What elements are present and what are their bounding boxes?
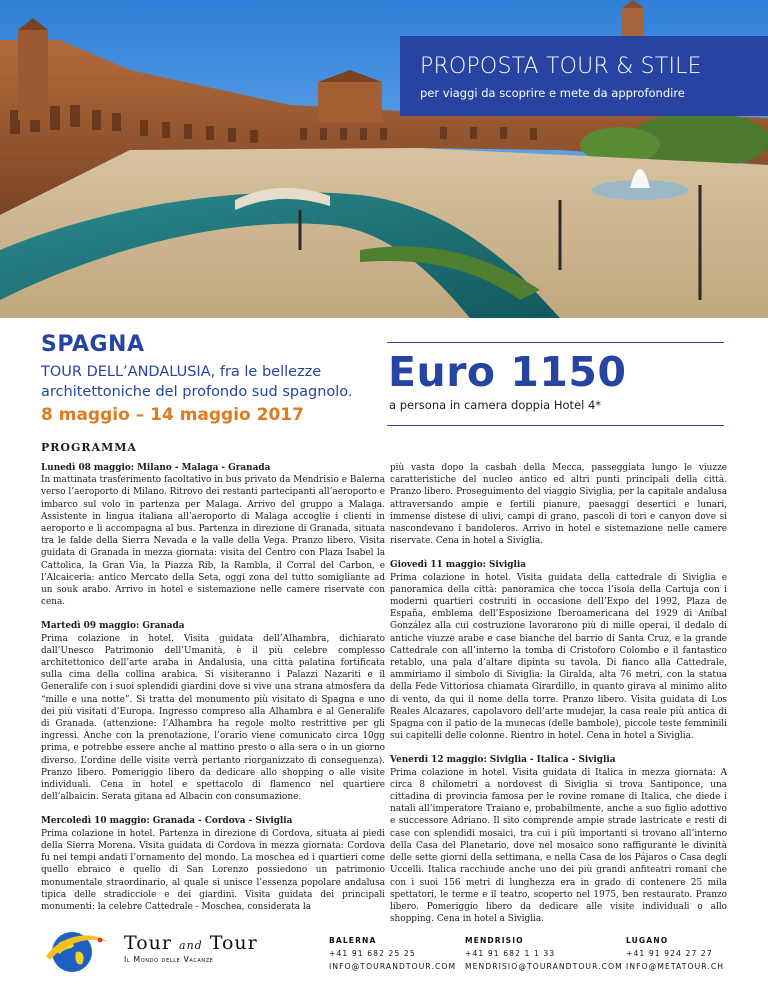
day-title: Lunedì 08 maggio: Milano - Malaga - Granada [41,463,271,473]
program-column-left [41,462,385,925]
globe-logo-icon [42,926,110,974]
day-entry [390,754,727,925]
office-city: MENDRISIO [465,936,524,945]
price-divider-top [387,342,724,343]
program-column-right [390,462,727,937]
price-note: a persona in camera doppia Hotel 4* [389,398,602,412]
price-divider-bottom [387,425,724,426]
office-email: INFO@METATOUR.CH [626,962,725,971]
company-logo-name [124,932,258,954]
day-title: Venerdì 12 maggio: Siviglia - Italica - Siviglia [390,755,616,766]
day-text: Prima colazione in hotel. Visita guidata dell’Alhambra, dichiarato dall’Unesco Patrimonio dell’Umanità, è il più celebre complesso architettonico dell’arte araba in Andalusia, una città palatina fortificata sulla cima della collina arabica. Si visiteranno i Palazzi Nazariti e il Generalife con i suoi splendidi giardini dove si vive una strana atmosfera da “mille e una notte”. Si tratta del monumento più visitato di Spagna e uno dei più visitati d’Europa. Ingresso compreso alla Alhambra e al Generalife di Granada. (attenzione: l’Alhambra ha regole molto restrittive per gli ingressi. Anche con la prenotazione, l’orario viene comunicato circa 10gg prima, e potrebbe essere anche al mattino presto o alla sera o in un giorno diverso. L’ordine delle visite verrà pertanto riorganizzato di conseguenza). Pranzo libero. Pomeriggio libero da dedicare allo shopping o alle visite individuali. Cena in hotel e spettacolo di flamenco nel quartiere dell’albaicin. Serata gitana ad Albacin con consumazione. [41,633,385,803]
banner-title: PROPOSTA TOUR & STILE [420,54,702,79]
company-tagline: Il Mondo delle Vacanze [124,955,214,964]
logo-word-tour: Tour [209,932,258,954]
day-text: Prima colazione in hotel. Visita guidata della cattedrale di Siviglia e panoramica della città: panoramica che tocca l’isola della Cartuja con i moderni quartieri costruiti in occasione dell’Expo del 1992, Plaza de España, emblema dell’Esposizione Iberoamericana del 1929 di Aníbal González alla cui costruzione lavorarono più di mille operai, il dedalo di antiche viuzze arabe e case bianche del barrio di Santa Cruz, e la grande Cattedrale con all’interno la tomba di Cristoforo Colombo e il fantastico retablo, una pala d’altare dipinta su tavola. Di fianco alla Cattedrale, ammiriamo il simbolo di Siviglia: la Giralda, alta 76 metri, con la statua della Fede Vittoriosa chiamata Girardillo, in quanto girava al minimo alito di vento, da qui il nome della torre. Pranzo libero. Visita guidata di Los Reales Alcazares, capolavoro dell’arte mudejar, la casa reale più antica di Spagna con il patio de la munecas (delle bambole), piccole teste femminili sui capitelli delle colonne. Rientro in hotel. Cena in hotel a Siviglia. [390,572,727,742]
logo-word-tour: Tour [124,932,172,954]
day-text: Prima colazione in hotel. Partenza in direzione di Cordova, situata ai piedi della Sierra Morena. Visita guidata di Cordova in mezza giornata: Cordova fu nei tempi andati l’ornamento del mondo. La moschea ed i quartieri come quello ebraico e quello di San Lorenzo possiedono un patrimonio monumentale straordinario, al quale si unisce l’essenza popolare andalusa tipica delle stradicciole e dei giardini. Visita guidata dei principali monumenti: la celebre Cattedrale - Moschea, considerata la [41,828,385,912]
office-email: MENDRISIO@TOURANDTOUR.COM [465,962,623,971]
day-title: Mercoledì 10 maggio: Granada - Cordova - Siviglia [41,816,293,827]
office-lugano [626,934,724,973]
day-entry-continued [390,462,727,547]
office-city: LUGANO [626,936,669,945]
office-mendrisio [465,934,623,973]
office-balerna [329,934,456,973]
banner-subtitle: per viaggi da scoprire e mete da approfondire [420,86,685,100]
office-phone: +41 91 682 1 1 33 [465,949,556,958]
office-city: BALERNA [329,936,377,945]
tour-subtitle: TOUR DELL’ANDALUSIA, fra le bellezze architettoniche del profondo sud spagnolo. [41,364,353,400]
day-entry [41,815,385,913]
program-heading: PROGRAMMA [41,441,137,454]
day-text: In mattinata trasferimento facoltativo in bus privato da Mendrisio e Balerna verso l’aeroporto di Milano. Ritrovo dei restanti partecipanti all’aeroporto e imbarco sul volo in partenza per Malaga. Arrivo del gruppo a Malaga. Assistente in lingua italiana all’aeroporto di Malaga accoglie i clienti in aeroporto e li accompagna al bus. Partenza in direzione di Granada, situata tra le falde della Sierra Nevada e la valle della Vega. Pranzo libero. Visita guidata di Granada in mezza giornata: visita del Centro con Plaza Isabel la Cattolica, la Gran Via, la Piazza Rib, la Rambla, il Corral del Carbon, e l’Alcaiceria: antico Mercato della Seta, oggi zona del tutto somigliante ad un souk arabo. Arrivo in hotel e sistemazione nelle camere riservate con cena. [41,475,385,608]
day-title: Giovedì 11 maggio: Siviglia [390,560,526,571]
country-title: SPAGNA [41,332,145,357]
day-entry [41,620,385,803]
day-entry [41,462,385,608]
proposal-banner [400,36,768,116]
tour-dates: 8 maggio – 14 maggio 2017 [41,405,304,425]
price: Euro 1150 [388,348,627,396]
day-text: più vasta dopo la casbah della Mecca, passeggiata lungo le viuzze caratteristiche del nucleo antico ed altri punti principali della città. Pranzo libero. Proseguimento del viaggio Siviglia, per la capitale andalusa attraversando ampie e fertili pianure, paesaggi desertici e lunari, immense distese di ulivi, campi di grano, pascoli di tori e canyon dove si nascondevano i bandoleros. Arrivo in hotel e sistemazione nelle camere riservate. Cena in hotel a Siviglia. [390,463,727,547]
office-phone: +41 91 924 27 27 [626,949,713,958]
office-email: INFO@TOURANDTOUR.COM [329,962,457,971]
day-entry [390,559,727,742]
logo-word-and: and [179,939,203,952]
day-title: Martedì 09 maggio: Granada [41,621,185,632]
office-phone: +41 91 682 25 25 [329,949,416,958]
day-text: Prima colazione in hotel. Visita guidata di Italica in mezza giornata: A circa 8 chilometri a nordovest di Siviglia si trova Santiponce, una cittadina di provincia famosa per le rovine romane di Italica, che diede i natali all’imperatore Traiano e, probabilmente, anche a suo figlio adottivo e successore Adriano. Il sito comprende ampie strade lastricate e resti di case con splendidi mosaici, tra cui i più importanti si trovano all’interno della Casa del Planetario, dove nel mosaico sono raffigurante le divinità delle sette giorni della settimana, e nella Casa de los Pájaros o Casa degli Uccelli. Italica racchiude anche uno dei più grandi anfiteatri romani che con i suoi 156 metri di lunghezza era in grado di contenere 25 mila spettatori, le terme e il teatro, scoperto nel 1975, ben restaurato. Pranzo libero. Pomeriggio libero da dedicare alle visite individuali o allo shopping. Cena in hotel a Siviglia. [390,767,727,925]
